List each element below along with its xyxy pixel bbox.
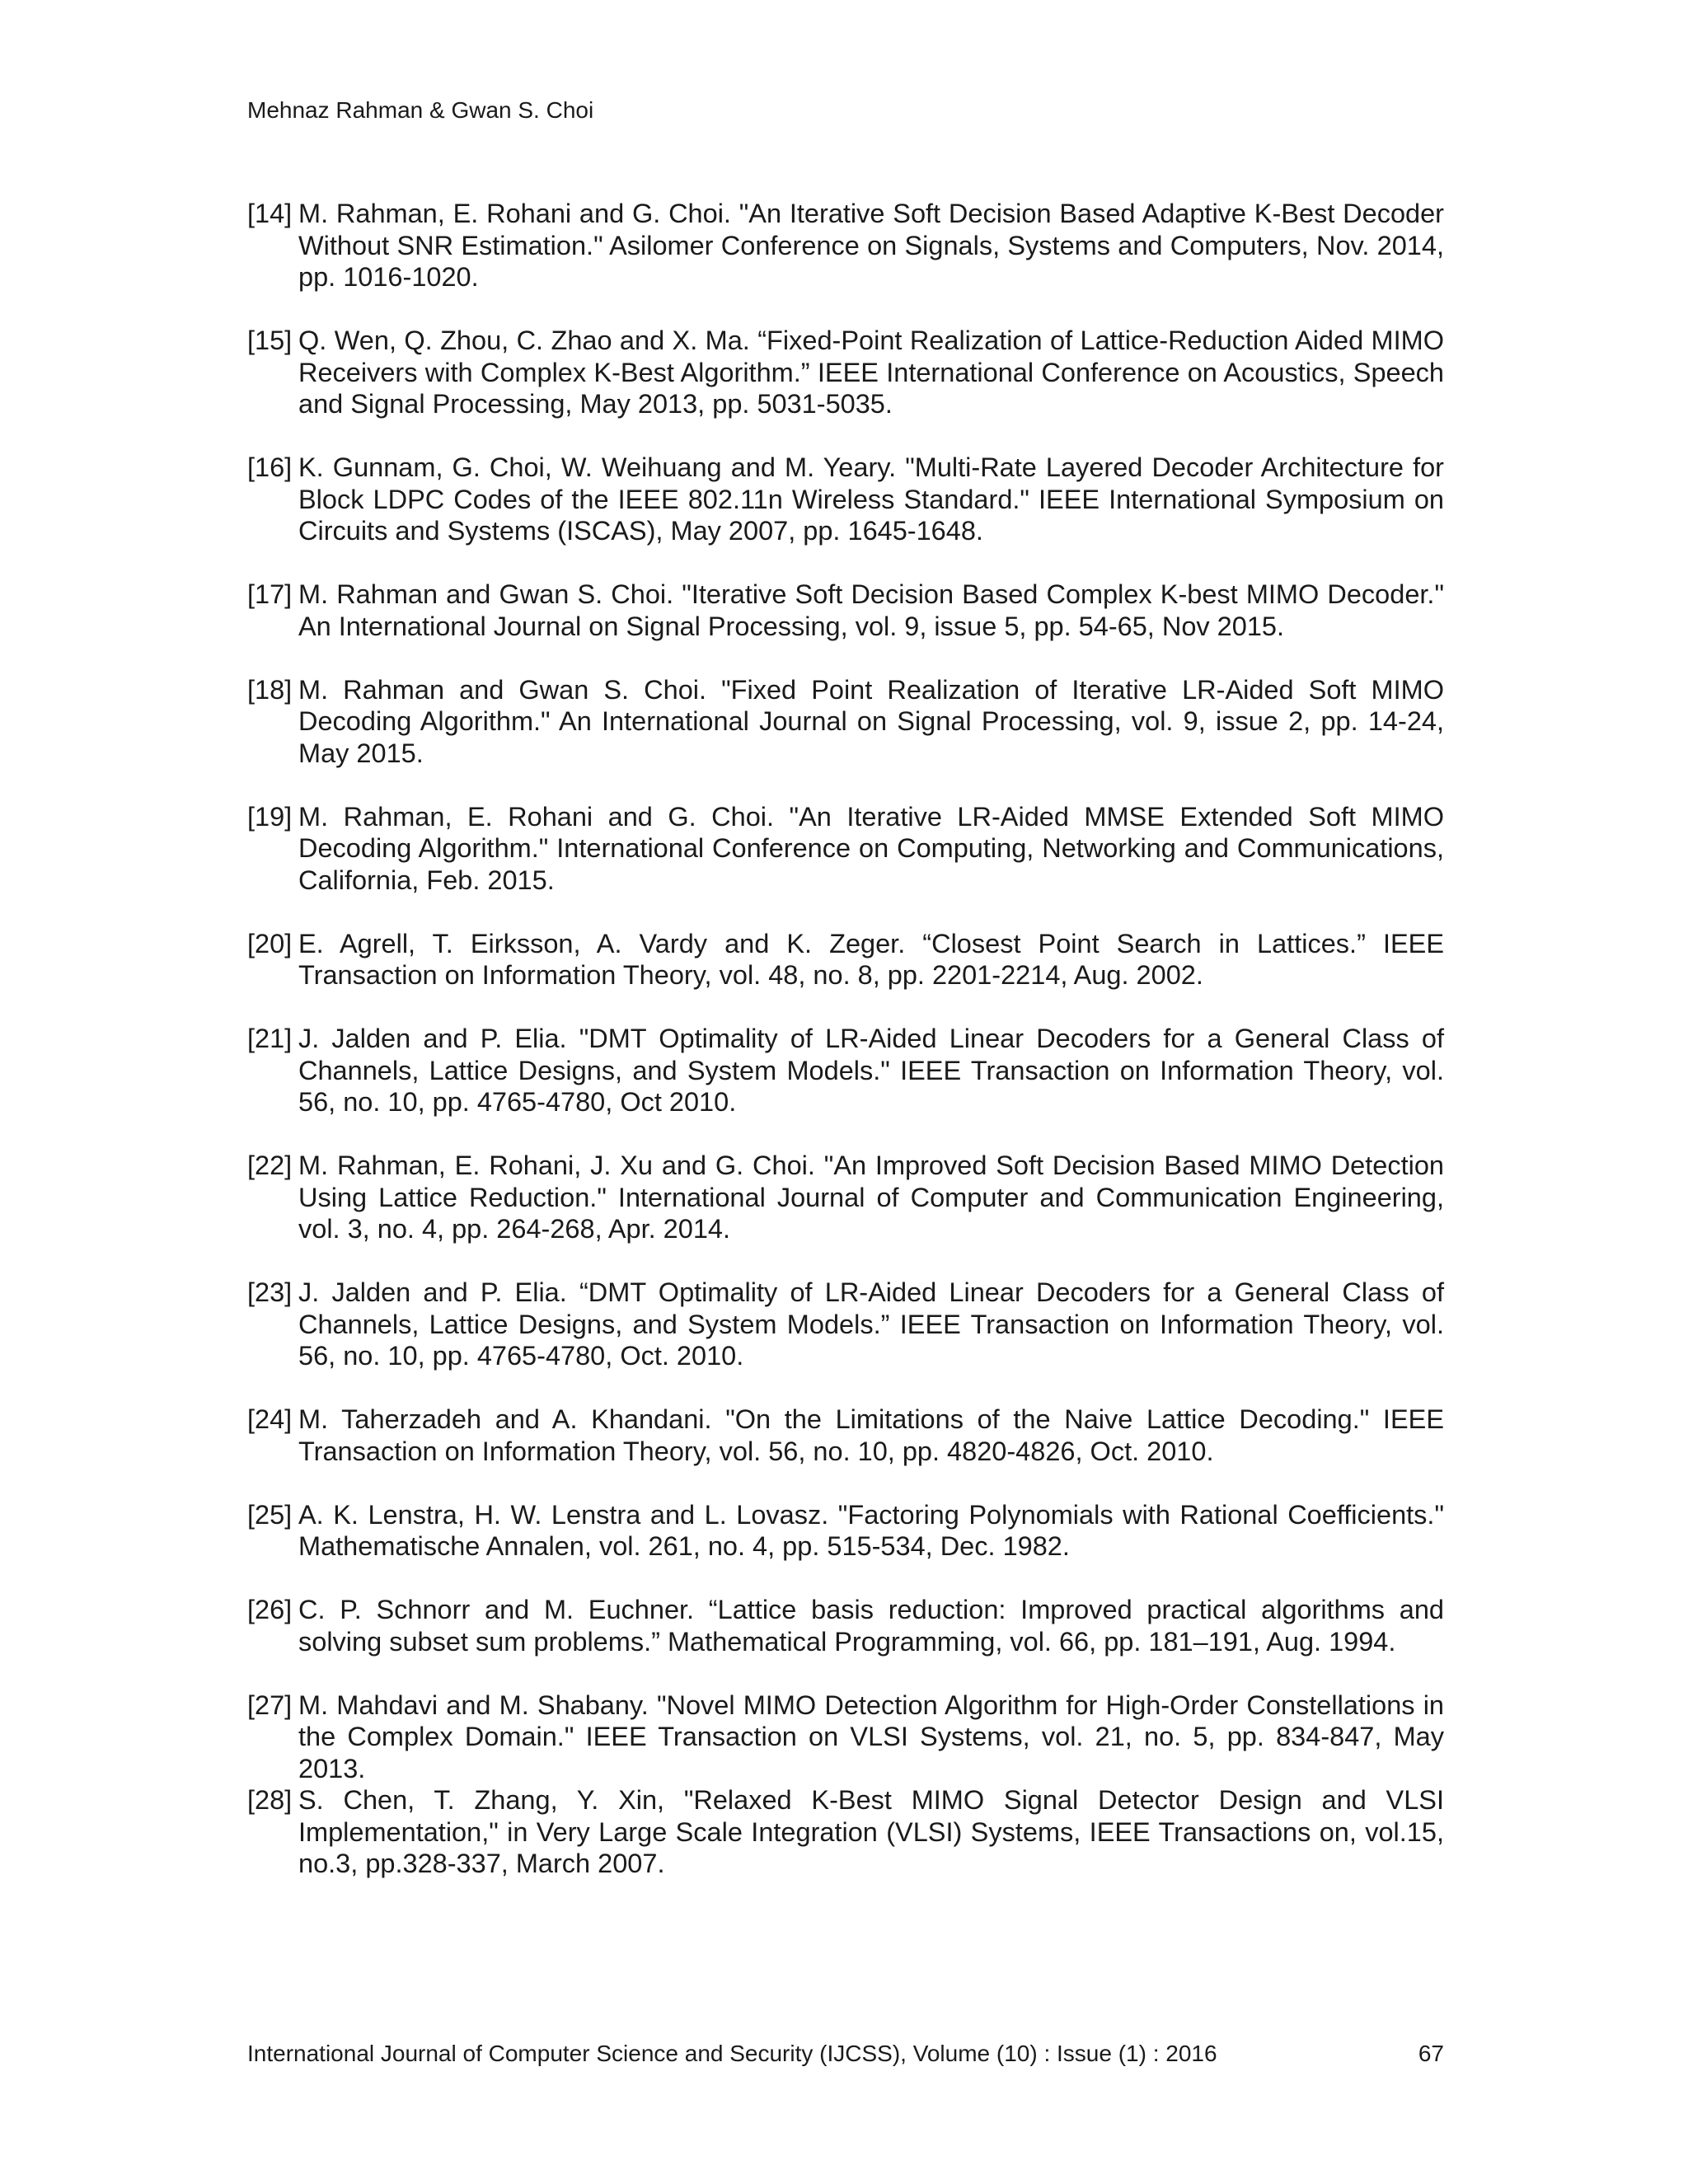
reference-item bbox=[247, 1404, 1444, 1467]
reference-item bbox=[247, 452, 1444, 547]
reference-text: C. P. Schnorr and M. Euchner. “Lattice basis reduction: Improved practical algorithms and solving subset sum problems.” Mathematical Programming, vol. 66, pp. 181–191, Aug. 1994. bbox=[298, 1595, 1444, 1657]
reference-text: M. Rahman and Gwan S. Choi. "Iterative Soft Decision Based Complex K-best MIMO Decoder." An International Journal on Signal Processing, vol. 9, issue 5, pp. 54-65, Nov 2015. bbox=[298, 579, 1444, 641]
footer-journal-info: International Journal of Computer Science and Security (IJCSS), Volume (10) : Issue (1) : 2016 bbox=[247, 2041, 1217, 2066]
reference-item bbox=[247, 1594, 1444, 1657]
reference-text: J. Jalden and P. Elia. "DMT Optimality of LR-Aided Linear Decoders for a General Class of Channels, Lattice Designs, and System Models." IEEE Transaction on Information Theory, vol. 56, no. 10, pp. 4765-4780, Oct 2010. bbox=[298, 1024, 1444, 1117]
reference-text: Q. Wen, Q. Zhou, C. Zhao and X. Ma. “Fixed-Point Realization of Lattice-Reduction Aided MIMO Receivers with Complex K-Best Algorithm.” IEEE International Conference on Acoustics, Speech and Signal Processing, May 2013, pp. 5031-5035. bbox=[298, 326, 1444, 419]
reference-number: [14] bbox=[247, 199, 293, 228]
reference-text: K. Gunnam, G. Choi, W. Weihuang and M. Yeary. "Multi-Rate Layered Decoder Architecture for Block LDPC Codes of the IEEE 802.11n Wireless Standard." IEEE International Symposium on Circuits and Systems (ISCAS), May 2007, pp. 1645-1648. bbox=[298, 452, 1444, 546]
reference-number: [23] bbox=[247, 1277, 293, 1307]
reference-number: [25] bbox=[247, 1499, 293, 1530]
reference-text: A. K. Lenstra, H. W. Lenstra and L. Lovasz. "Factoring Polynomials with Rational Coefficients." Mathematische Annalen, vol. 261, no. 4, pp. 515-534, Dec. 1982. bbox=[298, 1499, 1444, 1561]
reference-number: [21] bbox=[247, 1024, 293, 1053]
reference-text: M. Rahman, E. Rohani, J. Xu and G. Choi. "An Improved Soft Decision Based MIMO Detection Using Lattice Reduction." International Journal of Computer and Communication Engineering, vol. 3, no. 4, pp. 264-268, Apr. 2014. bbox=[298, 1151, 1444, 1244]
reference-text: S. Chen, T. Zhang, Y. Xin, "Relaxed K-Best MIMO Signal Detector Design and VLSI Implementation," in Very Large Scale Integration (VLSI) Systems, IEEE Transactions on, vol.15, no.3, pp.328-337, March 2007. bbox=[298, 1785, 1444, 1878]
reference-number: [28] bbox=[247, 1785, 293, 1815]
reference-text: M. Rahman, E. Rohani and G. Choi. "An Iterative LR-Aided MMSE Extended Soft MIMO Decoding Algorithm." International Conference on Computing, Networking and Communications, California, Feb. 2015. bbox=[298, 801, 1444, 895]
reference-number: [26] bbox=[247, 1595, 293, 1624]
reference-text: M. Mahdavi and M. Shabany. "Novel MIMO Detection Algorithm for High-Order Constellations in the Complex Domain." IEEE Transaction on VLSI Systems, vol. 21, no. 5, pp. 834-847, May 2013. bbox=[298, 1690, 1444, 1783]
reference-item bbox=[247, 579, 1444, 642]
reference-text: M. Taherzadeh and A. Khandani. "On the Limitations of the Naive Lattice Decoding." IEEE Transaction on Information Theory, vol. 56, no. 10, pp. 4820-4826, Oct. 2010. bbox=[298, 1404, 1444, 1466]
reference-number: [18] bbox=[247, 674, 293, 705]
running-head-authors: Mehnaz Rahman & Gwan S. Choi bbox=[247, 97, 594, 123]
reference-item bbox=[247, 1784, 1444, 1880]
reference-number: [19] bbox=[247, 801, 293, 832]
reference-number: [20] bbox=[247, 928, 293, 958]
reference-item bbox=[247, 198, 1444, 293]
reference-item bbox=[247, 1023, 1444, 1118]
reference-text: E. Agrell, T. Eirksson, A. Vardy and K. Zeger. “Closest Point Search in Lattices.” IEEE Transaction on Information Theory, vol. 48, no. 8, pp. 2201-2214, Aug. 2002. bbox=[298, 928, 1444, 990]
reference-number: [16] bbox=[247, 452, 293, 482]
reference-item bbox=[247, 674, 1444, 770]
reference-item bbox=[247, 928, 1444, 991]
reference-number: [15] bbox=[247, 326, 293, 355]
reference-number: [17] bbox=[247, 579, 293, 609]
reference-number: [22] bbox=[247, 1151, 293, 1180]
reference-text: M. Rahman, E. Rohani and G. Choi. "An Iterative Soft Decision Based Adaptive K-Best Decoder Without SNR Estimation." Asilomer Conference on Signals, Systems and Computers, Nov. 2014, pp. 1016-1020. bbox=[298, 199, 1444, 292]
reference-item bbox=[247, 1150, 1444, 1245]
reference-text: M. Rahman and Gwan S. Choi. "Fixed Point Realization of Iterative LR-Aided Soft MIMO Decoding Algorithm." An International Journal on Signal Processing, vol. 9, issue 2, pp. 14-24, May 2015. bbox=[298, 674, 1444, 768]
reference-text: J. Jalden and P. Elia. “DMT Optimality of LR-Aided Linear Decoders for a General Class of Channels, Lattice Designs, and System Models.” IEEE Transaction on Information Theory, vol. 56, no. 10, pp. 4765-4780, Oct. 2010. bbox=[298, 1277, 1444, 1371]
reference-item bbox=[247, 1690, 1444, 1785]
reference-item bbox=[247, 801, 1444, 897]
reference-item bbox=[247, 1499, 1444, 1563]
reference-item bbox=[247, 1277, 1444, 1372]
reference-number: [24] bbox=[247, 1404, 293, 1434]
page-number: 67 bbox=[1418, 2041, 1444, 2066]
reference-item bbox=[247, 325, 1444, 420]
reference-list bbox=[247, 198, 1444, 1911]
reference-number: [27] bbox=[247, 1690, 293, 1720]
